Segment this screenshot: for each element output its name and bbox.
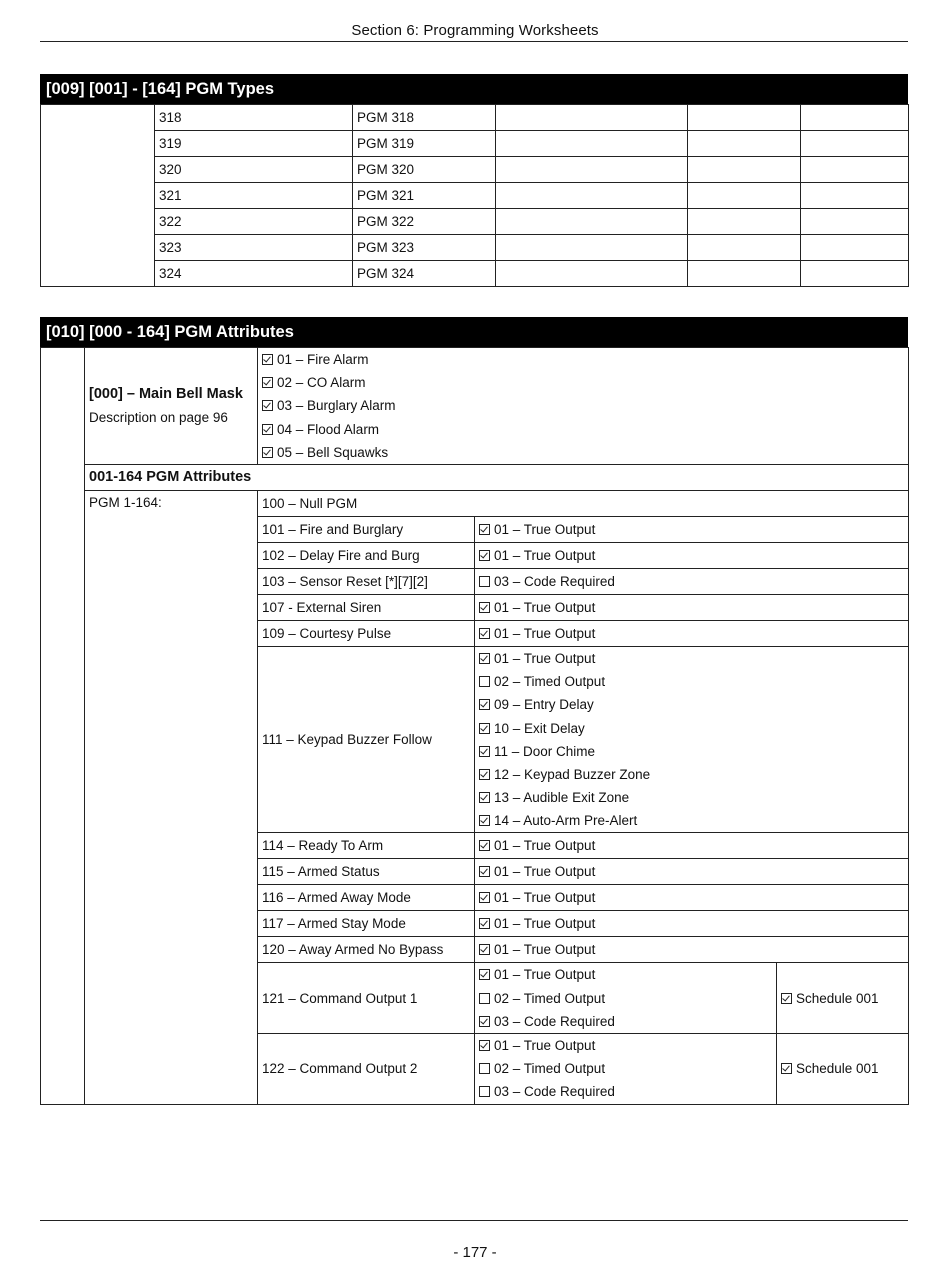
checked-box-icon[interactable]	[479, 840, 490, 851]
pgm-type-entry-cell[interactable]	[496, 105, 688, 131]
pgm-type-name: 121 – Command Output 1	[258, 963, 475, 1034]
pgm-attribute-options-cell	[475, 542, 909, 568]
null-pgm-label: 100 – Null PGM	[258, 490, 909, 516]
checkbox-option-label: 02 – Timed Output	[494, 990, 606, 1006]
checked-box-icon[interactable]	[262, 354, 273, 365]
checkbox-option-label: 01 – True Output	[494, 599, 596, 615]
pgm-type-entry-cell[interactable]	[688, 131, 801, 157]
pgm-name-cell: PGM 320	[353, 157, 496, 183]
checkbox-option-label: 05 – Bell Squawks	[277, 444, 389, 460]
checkbox-option[interactable]	[262, 441, 904, 464]
checkbox-option[interactable]	[479, 938, 904, 961]
checkbox-option[interactable]	[479, 740, 904, 763]
checked-box-icon[interactable]	[479, 628, 490, 639]
pgm-name-cell: PGM 323	[353, 235, 496, 261]
pgm-number-cell: 320	[155, 157, 353, 183]
pgm-type-name: 109 – Courtesy Pulse	[258, 620, 475, 646]
checkbox-option-label: Schedule 001	[796, 1061, 879, 1077]
unchecked-box-icon[interactable]	[479, 1086, 490, 1097]
checkbox-option-label: 02 – Timed Output	[494, 1061, 606, 1077]
checkbox-option[interactable]	[479, 809, 904, 832]
checked-box-icon[interactable]	[262, 447, 273, 458]
pgm-type-entry-cell[interactable]	[801, 131, 909, 157]
pgm-attribute-options-cell	[475, 885, 909, 911]
pgm-type-entry-cell[interactable]	[496, 261, 688, 287]
checkbox-option[interactable]	[479, 518, 904, 541]
pgm-type-entry-cell[interactable]	[496, 157, 688, 183]
unchecked-box-icon[interactable]	[479, 576, 490, 587]
pgm-type-name: 117 – Armed Stay Mode	[258, 911, 475, 937]
checked-box-icon[interactable]	[479, 699, 490, 710]
footer-divider	[40, 1220, 908, 1221]
pgm-types-blank-cell	[41, 105, 155, 287]
pgm-types-section-title: [009] [001] - [164] PGM Types	[40, 74, 908, 104]
checkbox-option[interactable]	[479, 570, 904, 593]
pgm-type-name: 114 – Ready To Arm	[258, 833, 475, 859]
pgm-type-entry-cell[interactable]	[688, 209, 801, 235]
pgm-type-entry-cell[interactable]	[801, 183, 909, 209]
pgm-attribute-options-cell	[475, 833, 909, 859]
sub-header-row	[41, 464, 909, 490]
checked-box-icon[interactable]	[479, 602, 490, 613]
pgm-type-entry-cell[interactable]	[496, 235, 688, 261]
checked-box-icon[interactable]	[262, 377, 273, 388]
pgm-name-cell: PGM 318	[353, 105, 496, 131]
main-bell-description: Description on page 96	[89, 409, 228, 425]
pgm-name-cell: PGM 322	[353, 209, 496, 235]
checkbox-option[interactable]	[479, 544, 904, 567]
checked-box-icon[interactable]	[479, 892, 490, 903]
left-margin-cell	[41, 348, 85, 1105]
checked-box-icon[interactable]	[479, 550, 490, 561]
pgm-attributes-table	[40, 347, 909, 1105]
checkbox-option[interactable]	[479, 1057, 772, 1080]
header-divider	[40, 41, 908, 42]
pgm-type-name: 122 – Command Output 2	[258, 1034, 475, 1105]
checkbox-option-label: 03 – Burglary Alarm	[277, 398, 396, 414]
checkbox-option[interactable]	[479, 786, 904, 809]
pgm-type-entry-cell[interactable]	[688, 235, 801, 261]
checkbox-option[interactable]	[479, 963, 772, 986]
checkbox-option-label: 09 – Entry Delay	[494, 697, 594, 713]
pgm-type-name: 107 - External Siren	[258, 594, 475, 620]
pgm-type-entry-cell[interactable]	[801, 209, 909, 235]
main-bell-row	[41, 348, 909, 465]
pgm-attribute-options-cell	[475, 594, 909, 620]
checked-box-icon[interactable]	[479, 769, 490, 780]
unchecked-box-icon[interactable]	[479, 676, 490, 687]
pgm-types-table	[40, 104, 909, 287]
checkbox-option[interactable]	[479, 1010, 772, 1033]
pgm-type-row	[41, 183, 909, 209]
pgm-type-name: 115 – Armed Status	[258, 859, 475, 885]
checkbox-option-label: 02 – Timed Output	[494, 674, 606, 690]
checkbox-option[interactable]	[479, 912, 904, 935]
pgm-type-entry-cell[interactable]	[801, 261, 909, 287]
pgm-attribute-options-cell	[475, 568, 909, 594]
checked-box-icon[interactable]	[781, 1063, 792, 1074]
pgm-type-name: 111 – Keypad Buzzer Follow	[258, 646, 475, 833]
pgm-type-name: 116 – Armed Away Mode	[258, 885, 475, 911]
checkbox-option[interactable]	[479, 763, 904, 786]
checked-box-icon[interactable]	[479, 792, 490, 803]
checkbox-option-label: 01 – True Output	[494, 916, 596, 932]
pgm-name-cell: PGM 319	[353, 131, 496, 157]
checkbox-option-label: 03 – Code Required	[494, 1084, 615, 1100]
pgm-range-label: PGM 1-164:	[85, 490, 258, 1104]
pgm-attribute-options-cell	[475, 646, 909, 833]
pgm-type-name: 101 – Fire and Burglary	[258, 516, 475, 542]
checkbox-option-label: 12 – Keypad Buzzer Zone	[494, 766, 651, 782]
pgm-attributes-section-title: [010] [000 - 164] PGM Attributes	[40, 317, 908, 347]
pgm-type-entry-cell[interactable]	[801, 235, 909, 261]
pgm-type-row	[41, 261, 909, 287]
pgm-number-cell: 322	[155, 209, 353, 235]
pgm-number-cell: 318	[155, 105, 353, 131]
checkbox-option[interactable]	[479, 693, 904, 716]
null-pgm-row	[41, 490, 909, 516]
pgm-type-entry-cell[interactable]	[496, 183, 688, 209]
schedule-cell	[777, 963, 909, 1034]
pgm-attribute-options-cell	[475, 516, 909, 542]
checkbox-option-label: 01 – True Output	[494, 942, 596, 958]
checkbox-option-label: 01 – True Output	[494, 838, 596, 854]
checkbox-option[interactable]	[781, 1057, 904, 1080]
checkbox-option[interactable]	[262, 418, 904, 441]
pgm-type-entry-cell[interactable]	[801, 157, 909, 183]
pgm-number-cell: 321	[155, 183, 353, 209]
checked-box-icon[interactable]	[479, 969, 490, 980]
checkbox-option-label: 01 – True Output	[494, 625, 596, 641]
checkbox-option[interactable]	[262, 348, 904, 371]
checked-box-icon[interactable]	[479, 524, 490, 535]
checkbox-option-label: 14 – Auto-Arm Pre-Alert	[494, 813, 638, 829]
pgm-type-name: 120 – Away Armed No Bypass	[258, 937, 475, 963]
pgm-type-entry-cell[interactable]	[496, 209, 688, 235]
checkbox-option[interactable]	[262, 371, 904, 394]
checkbox-option-label: Schedule 001	[796, 990, 879, 1006]
pgm-type-name: 102 – Delay Fire and Burg	[258, 542, 475, 568]
checked-box-icon[interactable]	[781, 993, 792, 1004]
checkbox-option-label: 04 – Flood Alarm	[277, 421, 380, 437]
pgm-attribute-options-cell	[475, 620, 909, 646]
checkbox-option[interactable]	[479, 987, 772, 1010]
pgm-attribute-options-cell	[475, 911, 909, 937]
checkbox-option-label: 02 – CO Alarm	[277, 375, 366, 391]
checkbox-option-label: 01 – Fire Alarm	[277, 352, 369, 367]
checked-box-icon[interactable]	[479, 746, 490, 757]
checked-box-icon[interactable]	[479, 1040, 490, 1051]
main-bell-label-cell	[85, 348, 258, 465]
checked-box-icon[interactable]	[262, 400, 273, 411]
checkbox-option[interactable]	[479, 886, 904, 909]
pgm-type-entry-cell[interactable]	[688, 105, 801, 131]
pgm-type-row	[41, 131, 909, 157]
checked-box-icon[interactable]	[479, 944, 490, 955]
pgm-type-row	[41, 157, 909, 183]
checked-box-icon[interactable]	[479, 866, 490, 877]
pgm-attribute-options-cell	[475, 937, 909, 963]
pgm-attribute-options-cell	[475, 859, 909, 885]
checkbox-option[interactable]	[781, 987, 904, 1010]
checkbox-option-label: 01 – True Output	[494, 967, 596, 983]
checkbox-option-label: 01 – True Output	[494, 864, 596, 880]
pgm-type-entry-cell[interactable]	[688, 157, 801, 183]
pgm-number-cell: 319	[155, 131, 353, 157]
checkbox-option[interactable]	[479, 596, 904, 619]
pgm-type-entry-cell[interactable]	[496, 131, 688, 157]
pgm-type-row	[41, 105, 909, 131]
checkbox-option-label: 11 – Door Chime	[494, 743, 596, 759]
pgm-type-entry-cell[interactable]	[688, 183, 801, 209]
checkbox-option-label: 03 – Code Required	[494, 1013, 615, 1029]
checked-box-icon[interactable]	[479, 815, 490, 826]
pgm-attribute-options-cell	[475, 963, 777, 1034]
checkbox-option-label: 13 – Audible Exit Zone	[494, 790, 630, 806]
checked-box-icon[interactable]	[262, 424, 273, 435]
pgm-type-entry-cell[interactable]	[688, 261, 801, 287]
checkbox-option-label: 01 – True Output	[494, 890, 596, 906]
checkbox-option[interactable]	[479, 647, 904, 670]
schedule-cell	[777, 1034, 909, 1105]
pgm-type-entry-cell[interactable]	[801, 105, 909, 131]
checkbox-option[interactable]	[479, 1080, 772, 1103]
checkbox-option-label: 10 – Exit Delay	[494, 720, 585, 736]
unchecked-box-icon[interactable]	[479, 1063, 490, 1074]
pgm-type-row	[41, 209, 909, 235]
pgm-attribute-options-cell	[475, 1034, 777, 1105]
checkbox-option[interactable]	[479, 1034, 772, 1057]
checkbox-option[interactable]	[479, 834, 904, 857]
checked-box-icon[interactable]	[479, 1016, 490, 1027]
unchecked-box-icon[interactable]	[479, 993, 490, 1004]
pgm-type-row	[41, 235, 909, 261]
checkbox-option[interactable]	[262, 394, 904, 417]
checkbox-option-label: 01 – True Output	[494, 1038, 596, 1053]
checked-box-icon[interactable]	[479, 653, 490, 664]
checkbox-option-label: 01 – True Output	[494, 547, 596, 563]
checkbox-option-label: 01 – True Output	[494, 650, 596, 666]
pgm-number-cell: 324	[155, 261, 353, 287]
pgm-attributes-sub-header: 001-164 PGM Attributes	[85, 464, 909, 490]
checkbox-option[interactable]	[479, 670, 904, 693]
checkbox-option-label: 03 – Code Required	[494, 573, 615, 589]
pgm-name-cell: PGM 324	[353, 261, 496, 287]
pgm-number-cell: 323	[155, 235, 353, 261]
checkbox-option[interactable]	[479, 717, 904, 740]
main-bell-label: [000] – Main Bell Mask	[89, 385, 243, 402]
pgm-type-name: 103 – Sensor Reset [*][7][2]	[258, 568, 475, 594]
page-header-title: Section 6: Programming Worksheets	[351, 22, 599, 39]
checked-box-icon[interactable]	[479, 723, 490, 734]
checkbox-option[interactable]	[479, 622, 904, 645]
main-bell-options-cell	[258, 348, 909, 465]
page-number: - 177 -	[453, 1244, 497, 1261]
pgm-name-cell: PGM 321	[353, 183, 496, 209]
checkbox-option-label: 01 – True Output	[494, 521, 596, 537]
checked-box-icon[interactable]	[479, 918, 490, 929]
checkbox-option[interactable]	[479, 860, 904, 883]
